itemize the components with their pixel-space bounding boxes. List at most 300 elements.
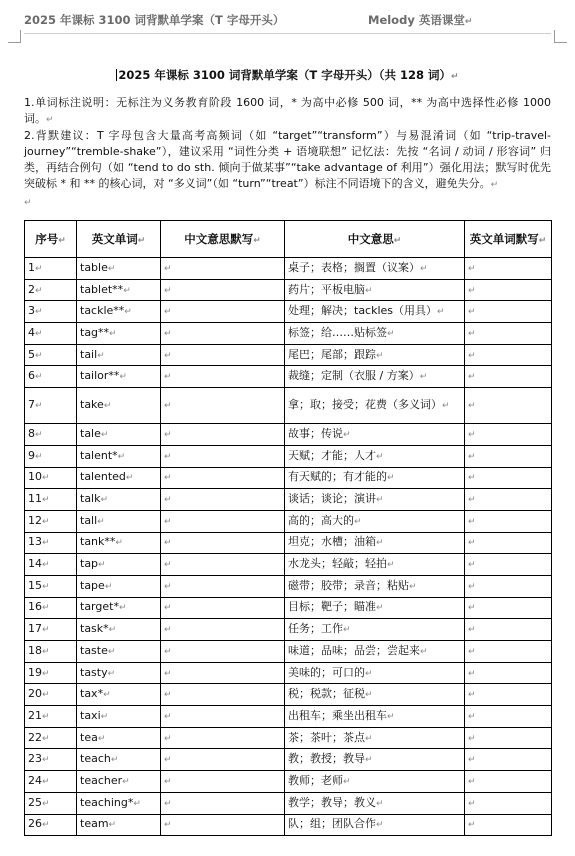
english-dictation-cell[interactable] [465, 323, 552, 345]
cell-mark-icon: ↵ [468, 429, 476, 440]
row-number-text: 26 [28, 817, 42, 831]
chinese-meaning [285, 366, 465, 388]
cell-mark-icon: ↵ [119, 372, 127, 383]
cell-mark-icon: ↵ [35, 429, 43, 440]
english-word [77, 706, 161, 728]
english-word [77, 575, 161, 597]
english-dictation-cell[interactable] [465, 279, 552, 301]
chinese-meaning-text: 美味的；可口的 [288, 665, 365, 679]
chinese-meaning [285, 258, 465, 280]
row-number-text: 1 [28, 260, 35, 274]
english-dictation-cell[interactable] [465, 814, 552, 836]
english-word [77, 445, 161, 467]
cell-mark-icon: ↵ [468, 603, 476, 614]
cell-mark-icon: ↵ [110, 755, 119, 766]
english-word [77, 388, 161, 424]
english-word-text: tape [80, 578, 105, 592]
cell-mark-icon: ↵ [125, 473, 134, 484]
row-number-text: 13 [28, 535, 42, 549]
cell-mark-icon: ↵ [365, 668, 373, 679]
vocabulary-table-body [25, 258, 552, 836]
cell-mark-icon: ↵ [468, 560, 476, 571]
table-row [25, 641, 552, 663]
cell-mark-icon: ↵ [35, 372, 43, 383]
cell-mark-icon: ↵ [42, 668, 50, 679]
table-row [25, 706, 552, 728]
cell-mark-icon: ↵ [98, 560, 106, 571]
paragraph-mark-icon: ↵ [46, 115, 54, 125]
chinese-meaning-text: 味道；品味；品尝；尝起来 [288, 643, 420, 657]
cell-mark-icon: ↵ [365, 755, 373, 766]
chinese-meaning [285, 301, 465, 323]
chinese-dictation-cell[interactable] [161, 597, 285, 619]
cell-mark-icon: ↵ [35, 285, 43, 296]
english-word-text: table [80, 260, 108, 274]
cell-mark-icon: ↵ [365, 733, 373, 744]
chinese-meaning [285, 575, 465, 597]
english-word-text: tale [80, 426, 101, 440]
row-number [25, 323, 77, 345]
empty-paragraph-mark-icon: ↵ [24, 198, 32, 208]
chinese-dictation-cell[interactable] [161, 684, 285, 706]
page-corner-marker-left [8, 30, 21, 43]
chinese-dictation-cell[interactable] [161, 706, 285, 728]
cell-mark-icon: ↵ [343, 429, 351, 440]
table-row [25, 489, 552, 511]
table-row [25, 388, 552, 424]
row-number [25, 424, 77, 446]
row-number-text: 8 [28, 426, 35, 440]
chinese-dictation-cell[interactable] [161, 258, 285, 280]
chinese-meaning-text: 任务；工作 [288, 622, 343, 636]
english-dictation-cell[interactable] [465, 301, 552, 323]
chinese-dictation-cell[interactable] [161, 792, 285, 814]
english-word [77, 641, 161, 663]
cell-mark-icon: ↵ [107, 646, 116, 657]
header-cell-chinese-meaning: 中文意思↵ [285, 221, 465, 258]
table-row [25, 662, 552, 684]
chinese-meaning [285, 641, 465, 663]
chinese-meaning [285, 684, 465, 706]
chinese-meaning-text: 故事；传说 [288, 426, 343, 440]
table-row [25, 771, 552, 793]
table-row [25, 258, 552, 280]
english-dictation-cell[interactable] [465, 684, 552, 706]
english-word-text: talk [80, 492, 101, 506]
cell-mark-icon: ↵ [387, 473, 395, 484]
english-dictation-cell[interactable] [465, 662, 552, 684]
row-number [25, 344, 77, 366]
cell-mark-icon: ↵ [97, 733, 106, 744]
cell-mark-icon: ↵ [468, 285, 476, 296]
english-word [77, 258, 161, 280]
cell-mark-icon: ↵ [164, 451, 172, 462]
cell-mark-icon: ↵ [164, 429, 172, 440]
english-dictation-cell[interactable] [465, 366, 552, 388]
cell-mark-icon: ↵ [118, 603, 127, 614]
cell-mark-icon: ↵ [365, 690, 373, 701]
english-dictation-cell[interactable] [465, 749, 552, 771]
cell-mark-icon: ↵ [468, 755, 476, 766]
cell-mark-icon: ↵ [164, 285, 172, 296]
cell-mark-icon: ↵ [42, 798, 50, 809]
cell-mark-icon: ↵ [468, 733, 476, 744]
english-word-text: tap [80, 557, 99, 571]
cell-mark-icon: ↵ [97, 350, 105, 361]
cell-mark-icon: ↵ [376, 603, 384, 614]
chinese-meaning-text: 税；税款；征税 [288, 687, 365, 701]
chinese-dictation-cell[interactable] [161, 727, 285, 749]
chinese-dictation-cell[interactable] [161, 445, 285, 467]
chinese-meaning [285, 510, 465, 532]
cell-mark-icon: ↵ [468, 401, 476, 412]
chinese-meaning [285, 344, 465, 366]
table-row [25, 597, 552, 619]
page-header [24, 10, 551, 30]
paragraph-mark-icon: ↵ [451, 72, 459, 82]
english-word-text: tag** [80, 325, 110, 339]
cell-mark-icon: ↵ [164, 473, 172, 484]
cell-mark-icon: ↵ [164, 538, 172, 549]
cell-mark-icon: ↵ [103, 401, 112, 412]
cell-mark-icon: ↵ [42, 581, 50, 592]
chinese-meaning [285, 706, 465, 728]
chinese-dictation-cell[interactable] [161, 749, 285, 771]
cell-mark-icon: ↵ [109, 328, 117, 339]
chinese-meaning-text: 标签；给……贴标签 [288, 325, 387, 339]
paragraph-mark-icon: ↵ [464, 17, 473, 27]
cell-mark-icon: ↵ [376, 538, 384, 549]
cell-mark-icon: ↵ [468, 451, 476, 462]
chinese-meaning [285, 424, 465, 446]
cell-mark-icon: ↵ [419, 372, 428, 383]
cell-mark-icon: ↵ [42, 646, 50, 657]
cell-mark-icon: ↵ [164, 646, 172, 657]
chinese-meaning-text: 拿；取；接受；花费（多义词） [288, 398, 442, 412]
document-title[interactable]: 2025 年课标 3100 词背默单学案（T 字母开头）（共 128 词）↵ [118, 68, 459, 82]
english-word [77, 279, 161, 301]
row-number-text: 18 [28, 643, 42, 657]
chinese-dictation-cell[interactable] [161, 388, 285, 424]
chinese-dictation-cell[interactable] [161, 323, 285, 345]
row-number [25, 749, 77, 771]
cell-mark-icon: ↵ [468, 350, 476, 361]
table-header-row [25, 221, 552, 258]
chinese-meaning-text: 水龙头；轻敲；轻拍 [288, 557, 387, 571]
cell-mark-icon: ↵ [343, 776, 351, 787]
table-row [25, 467, 552, 489]
chinese-meaning [285, 792, 465, 814]
chinese-dictation-cell[interactable] [161, 532, 285, 554]
cell-mark-icon: ↵ [117, 451, 126, 462]
cell-mark-icon: ↵ [437, 307, 445, 318]
table-row [25, 344, 552, 366]
cell-mark-icon: ↵ [387, 328, 395, 339]
english-dictation-cell[interactable] [465, 727, 552, 749]
chinese-meaning-text: 天赋；才能；人才 [288, 448, 376, 462]
english-word [77, 792, 161, 814]
chinese-meaning [285, 467, 465, 489]
cell-mark-icon: ↵ [35, 401, 43, 412]
cell-mark-icon: ↵ [164, 776, 172, 787]
cell-mark-icon: ↵ [164, 401, 172, 412]
cell-mark-icon: ↵ [468, 820, 476, 831]
chinese-meaning-text: 尾巴；尾部；跟踪 [288, 347, 376, 361]
row-number [25, 489, 77, 511]
row-number-text: 12 [28, 513, 42, 527]
cell-mark-icon: ↵ [97, 516, 105, 527]
english-dictation-cell[interactable] [465, 467, 552, 489]
cell-mark-icon: ↵ [376, 495, 384, 506]
english-word [77, 771, 161, 793]
header-cell-number: 序号↵ [25, 221, 77, 258]
cell-mark-icon: ↵ [122, 776, 130, 787]
paragraph-mark-icon: ↵ [490, 180, 499, 190]
english-word-text: taste [80, 643, 108, 657]
chinese-meaning-text: 裁缝；定制（衣服 / 方案） [288, 369, 420, 383]
row-number-text: 22 [28, 730, 42, 744]
row-number-text: 14 [28, 557, 42, 571]
chinese-dictation-cell[interactable] [161, 366, 285, 388]
chinese-dictation-cell[interactable] [161, 575, 285, 597]
row-number-text: 5 [28, 347, 35, 361]
row-number-text: 21 [28, 708, 42, 722]
chinese-dictation-cell[interactable] [161, 424, 285, 446]
table-row [25, 554, 552, 576]
english-word-text: tall [80, 513, 98, 527]
cell-mark-icon: ↵ [100, 711, 109, 722]
vocabulary-table [24, 220, 552, 836]
chinese-dictation-cell[interactable] [161, 279, 285, 301]
english-word-text: tank** [80, 535, 116, 549]
cell-mark-icon: ↵ [42, 690, 50, 701]
cell-mark-icon: ↵ [164, 820, 172, 831]
row-number [25, 597, 77, 619]
cell-mark-icon: ↵ [35, 328, 43, 339]
chinese-meaning [285, 771, 465, 793]
english-word-text: target* [80, 600, 119, 614]
chinese-meaning [285, 554, 465, 576]
cell-mark-icon: ↵ [42, 711, 50, 722]
row-number [25, 279, 77, 301]
chinese-dictation-cell[interactable] [161, 771, 285, 793]
cell-mark-icon: ↵ [468, 372, 476, 383]
english-dictation-cell[interactable] [465, 489, 552, 511]
cell-mark-icon: ↵ [468, 263, 476, 274]
row-number-text: 9 [28, 448, 35, 462]
table-row [25, 814, 552, 836]
chinese-dictation-cell[interactable] [161, 510, 285, 532]
cell-mark-icon: ↵ [42, 495, 50, 506]
english-dictation-cell[interactable] [465, 344, 552, 366]
cell-mark-icon: ↵ [164, 307, 172, 318]
table-row [25, 575, 552, 597]
cell-mark-icon: ↵ [164, 603, 172, 614]
intro-paragraph-2: 2.背默建议：T 字母包含大量高考高频词（如 “target”“transform”）与易混淆词（如 “trip-travel-journey”“tremble-shake”），建议采用 “词性分类 + 语境联想” 记忆法：先按 “名词 / 动词 / 形容词” 归类，再结合例句（如 “tend to do sth. 倾向于做某事”“take advantage of 利用”）强化用法；默写时优先突破标 * 和 ** 的核心词，对 “多义词”（如 “turn”“treat”）标注不同语境下的含义，避免失分。↵ [24, 129, 551, 190]
row-number-text: 3 [28, 304, 35, 318]
english-word-text: tailor** [80, 369, 120, 383]
table-row [25, 619, 552, 641]
table-row [25, 727, 552, 749]
header-cell-english-word: 英文单词↵ [77, 221, 161, 258]
row-number [25, 388, 77, 424]
chinese-meaning-text: 教；教授；教导 [288, 752, 365, 766]
row-number [25, 641, 77, 663]
cell-mark-icon: ↵ [42, 625, 50, 636]
chinese-dictation-cell[interactable] [161, 662, 285, 684]
english-dictation-cell[interactable] [465, 510, 552, 532]
chinese-meaning-text: 出租车；乘坐出租车 [288, 708, 387, 722]
chinese-dictation-cell[interactable] [161, 641, 285, 663]
chinese-dictation-cell[interactable] [161, 489, 285, 511]
cell-mark-icon: ↵ [35, 350, 43, 361]
chinese-dictation-cell[interactable] [161, 301, 285, 323]
cell-mark-icon: ↵ [164, 495, 172, 506]
chinese-dictation-cell[interactable] [161, 619, 285, 641]
english-word-text: talent* [80, 448, 118, 462]
cell-mark-icon: ↵ [164, 372, 172, 383]
cell-mark-icon: ↵ [468, 646, 476, 657]
cell-mark-icon: ↵ [42, 755, 50, 766]
row-number-text: 4 [28, 325, 35, 339]
table-row [25, 279, 552, 301]
row-number-text: 19 [28, 665, 42, 679]
row-number [25, 792, 77, 814]
cell-mark-icon: ↵ [108, 625, 117, 636]
row-number [25, 554, 77, 576]
english-dictation-cell[interactable] [465, 706, 552, 728]
english-word [77, 344, 161, 366]
row-number-text: 10 [28, 470, 42, 484]
cell-mark-icon: ↵ [376, 820, 384, 831]
english-word [77, 366, 161, 388]
english-word [77, 554, 161, 576]
row-number [25, 662, 77, 684]
english-dictation-cell[interactable] [465, 619, 552, 641]
chinese-dictation-cell[interactable] [161, 344, 285, 366]
cell-mark-icon: ↵ [164, 263, 172, 274]
english-word-text: tail [80, 347, 98, 361]
english-dictation-cell[interactable] [465, 445, 552, 467]
row-number-text: 15 [28, 578, 42, 592]
row-number [25, 301, 77, 323]
cell-mark-icon: ↵ [468, 495, 476, 506]
chinese-dictation-cell[interactable] [161, 554, 285, 576]
english-word-text: teaching* [80, 795, 134, 809]
cell-mark-icon: ↵ [100, 429, 109, 440]
cell-mark-icon: ↵ [42, 820, 50, 831]
chinese-meaning [285, 279, 465, 301]
row-number [25, 619, 77, 641]
english-word-text: task* [80, 622, 109, 636]
english-dictation-cell[interactable] [465, 641, 552, 663]
row-number [25, 684, 77, 706]
chinese-meaning [285, 388, 465, 424]
row-number-text: 17 [28, 622, 42, 636]
english-word [77, 489, 161, 511]
row-number [25, 532, 77, 554]
english-word [77, 424, 161, 446]
cell-mark-icon: ↵ [376, 451, 384, 462]
chinese-meaning [285, 662, 465, 684]
chinese-dictation-cell[interactable] [161, 814, 285, 836]
cell-mark-icon: ↵ [420, 263, 428, 274]
cell-mark-icon: ↵ [164, 668, 172, 679]
english-dictation-cell[interactable] [465, 424, 552, 446]
english-dictation-cell[interactable] [465, 597, 552, 619]
cell-mark-icon: ↵ [468, 668, 476, 679]
row-number-text: 11 [28, 492, 42, 506]
table-row [25, 366, 552, 388]
row-number [25, 771, 77, 793]
row-number-text: 16 [28, 600, 42, 614]
cell-mark-icon: ↵ [164, 798, 172, 809]
english-word [77, 467, 161, 489]
cell-mark-icon: ↵ [442, 401, 450, 412]
english-word-text: talented [80, 470, 126, 484]
cell-mark-icon: ↵ [115, 538, 123, 549]
cell-mark-icon: ↵ [164, 733, 172, 744]
english-word [77, 597, 161, 619]
cell-mark-icon: ↵ [164, 516, 172, 527]
intro-section [24, 95, 551, 193]
english-dictation-cell[interactable] [465, 388, 552, 424]
row-number [25, 445, 77, 467]
cell-mark-icon: ↵ [164, 581, 172, 592]
chinese-meaning [285, 619, 465, 641]
row-number [25, 575, 77, 597]
english-word-text: take [80, 398, 104, 412]
cell-mark-icon: ↵ [104, 581, 113, 592]
cell-mark-icon: ↵ [107, 668, 116, 679]
cell-mark-icon: ↵ [468, 711, 476, 722]
english-dictation-cell[interactable] [465, 554, 552, 576]
english-dictation-cell[interactable] [465, 792, 552, 814]
english-dictation-cell[interactable] [465, 258, 552, 280]
cell-mark-icon: ↵ [35, 263, 43, 274]
english-dictation-cell[interactable] [465, 771, 552, 793]
english-word [77, 301, 161, 323]
cell-mark-icon: ↵ [164, 625, 172, 636]
english-word [77, 662, 161, 684]
cell-mark-icon: ↵ [42, 733, 50, 744]
table-row [25, 510, 552, 532]
cell-mark-icon: ↵ [103, 690, 111, 701]
cell-mark-icon: ↵ [42, 603, 50, 614]
table-row [25, 323, 552, 345]
english-word-text: tax* [80, 687, 104, 701]
cell-mark-icon: ↵ [42, 473, 50, 484]
cell-mark-icon: ↵ [420, 646, 428, 657]
cell-mark-icon: ↵ [376, 350, 384, 361]
english-word-text: tackle** [80, 304, 125, 318]
cell-mark-icon: ↵ [124, 307, 132, 318]
english-dictation-cell[interactable] [465, 575, 552, 597]
cell-mark-icon: ↵ [468, 581, 476, 592]
chinese-meaning-text: 教学；教导；教义 [288, 795, 376, 809]
english-word [77, 323, 161, 345]
chinese-dictation-cell[interactable] [161, 467, 285, 489]
chinese-meaning-text: 桌子；表格；搁置（议案） [288, 260, 420, 274]
cell-mark-icon: ↵ [468, 798, 476, 809]
english-dictation-cell[interactable] [465, 532, 552, 554]
chinese-meaning-text: 队；组；团队合作 [288, 817, 376, 831]
cell-mark-icon: ↵ [164, 328, 172, 339]
row-number-text: 6 [28, 369, 35, 383]
chinese-meaning-text: 高的；高大的 [288, 513, 354, 527]
cell-mark-icon: ↵ [35, 451, 43, 462]
header-divider [24, 33, 551, 34]
